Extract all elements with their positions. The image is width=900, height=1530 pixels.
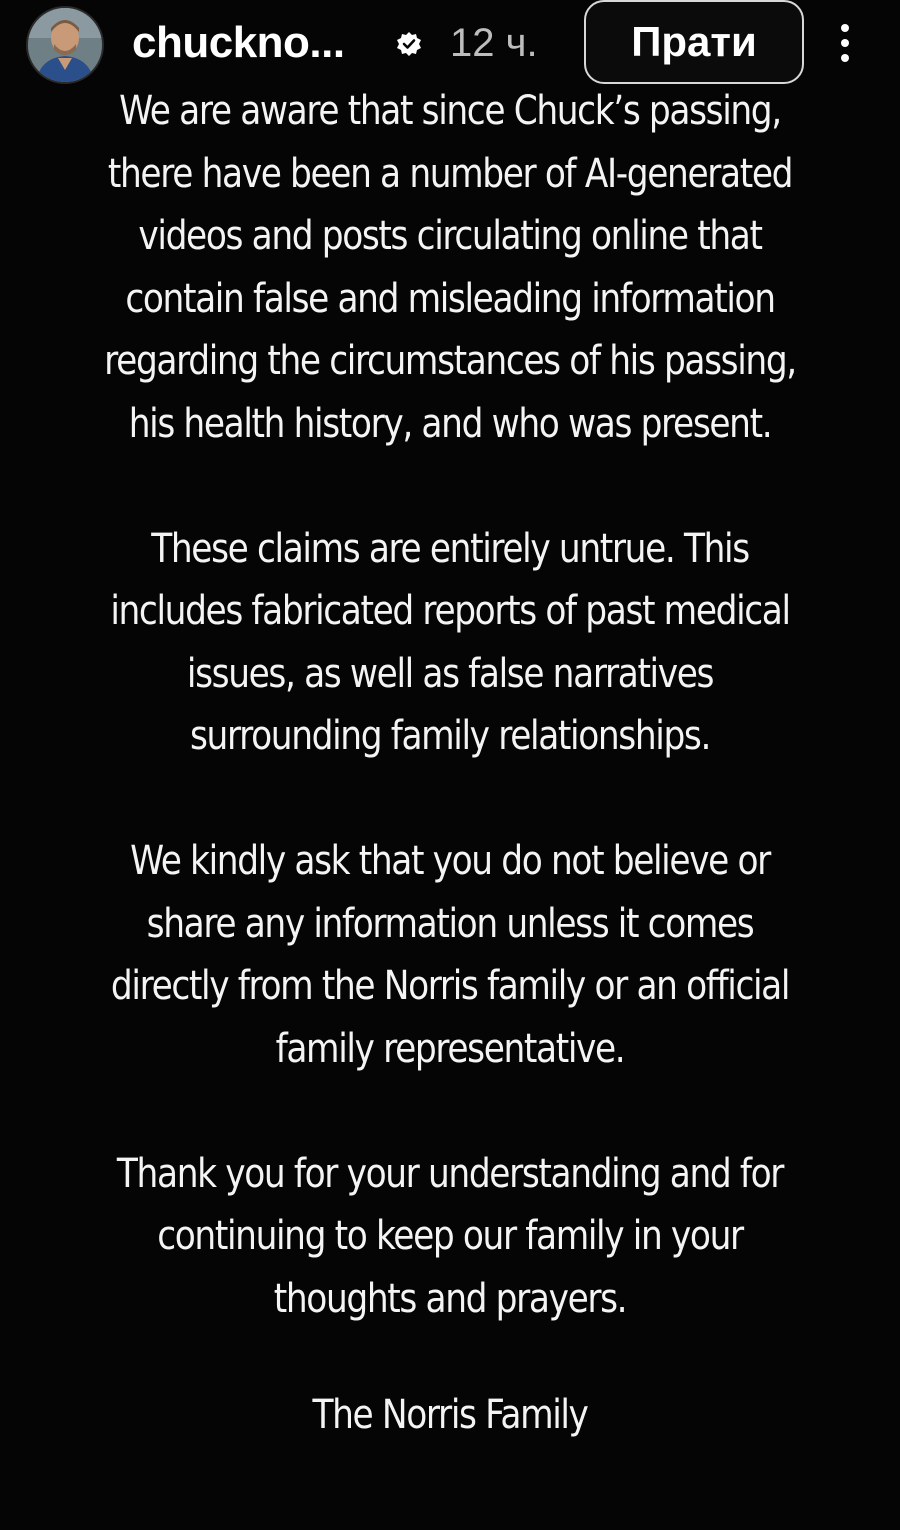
story-header [0,0,900,86]
statement-paragraph [89,1143,811,1331]
text-line: regarding the circumstances of his passing, [104,338,796,384]
text-line: his health history, and who was present. [128,400,772,447]
dot [841,39,849,47]
text-line: includes fabricated reports of past medical [110,588,790,634]
statement-text [89,80,811,1393]
text-line: share any information unless it comes [146,900,754,947]
text-line: Thank you for your understanding and for [116,1150,784,1197]
post-time: 12 ч. [450,21,538,65]
text-line: directly from the Norris family or an official [110,963,790,1009]
text-line: We are aware that since Chuck’s passing, [119,88,781,134]
profile-avatar[interactable] [26,6,104,84]
text-line: These claims are entirely untrue. This [151,525,749,572]
text-line: thoughts and prayers. [273,1275,627,1322]
text-line: family representative. [275,1025,625,1072]
statement-paragraph [89,80,811,455]
text-line: issues, as well as false narratives [186,650,714,697]
text-line: there have been a number of AI-generated [107,150,793,197]
more-options-icon[interactable] [826,14,866,72]
text-line: We kindly ask that you do not believe or [130,838,770,884]
text-line: surrounding family relationships. [189,713,711,759]
send-button[interactable]: Прати [584,0,804,84]
text-line: continuing to keep our family in your [157,1213,743,1259]
username-link[interactable]: chuckno... [132,18,345,67]
statement-paragraph [89,830,811,1080]
text-line: contain false and misleading information [125,275,775,322]
dot [841,24,849,32]
statement-paragraph [89,518,811,768]
verified-badge-icon [396,31,422,57]
avatar-image [28,8,102,82]
dot [841,54,849,62]
signature: The Norris Family [312,1392,588,1438]
text-line: videos and posts circulating online that [138,213,762,259]
